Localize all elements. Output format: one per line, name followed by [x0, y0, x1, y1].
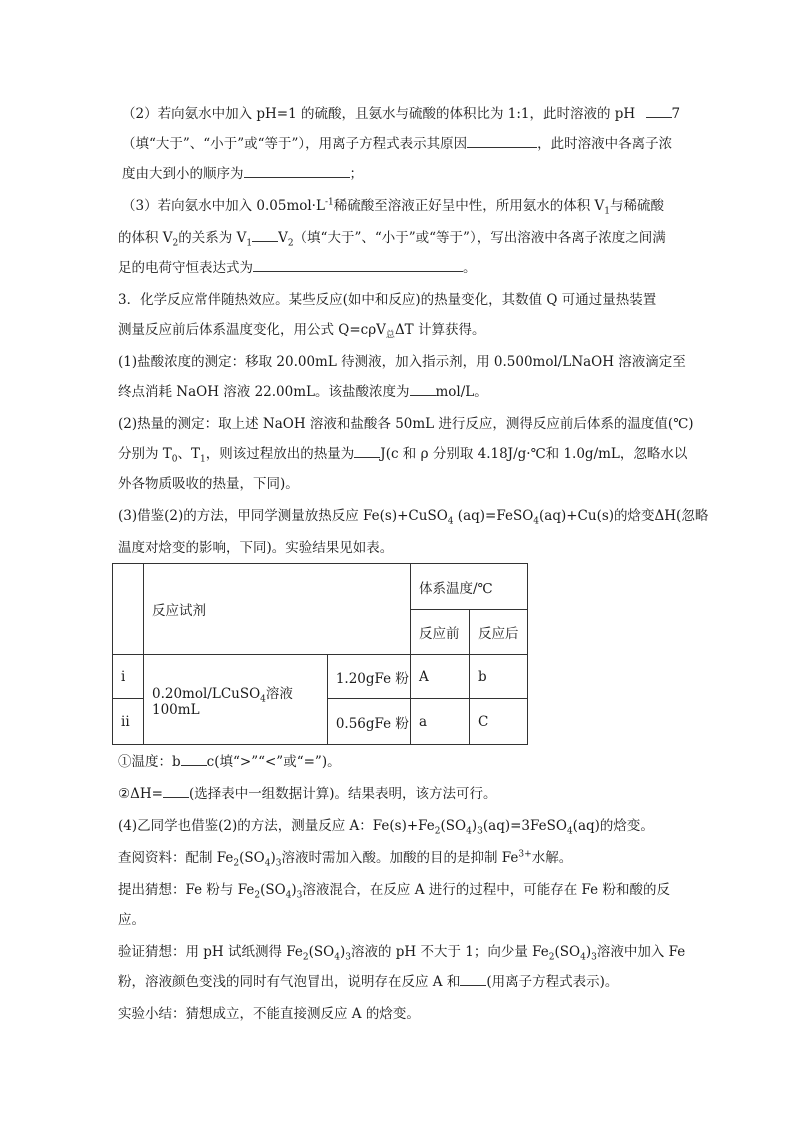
text: ): [585, 944, 592, 960]
text: 3: [345, 952, 351, 963]
text: 4: [260, 694, 266, 705]
text: 溶液中加入 Fe: [596, 944, 686, 960]
p3-sub2-line-1: [118, 414, 694, 434]
before-cell: A: [411, 655, 470, 699]
q2-line-3: [122, 164, 363, 184]
p3-sub1-line-1: [118, 352, 686, 372]
row-id: ii: [113, 699, 144, 745]
text: 4: [580, 952, 586, 963]
text: 4: [466, 826, 472, 837]
answer-blank[interactable]: [410, 383, 436, 396]
text: (SO: [308, 944, 335, 960]
p3-line-2: [118, 320, 485, 340]
text: 的关系为 V: [178, 230, 247, 246]
text: 1: [246, 238, 253, 249]
text: 2: [233, 858, 240, 869]
p4-verify-2: [118, 972, 618, 992]
p3-sub1-line-2: [118, 382, 488, 402]
answer-blank[interactable]: [354, 445, 380, 458]
answer-blank[interactable]: [646, 105, 672, 118]
text: (4)乙同学也借鉴(2)的方法，测量反应 A：Fe(s)+Fe: [118, 818, 435, 834]
text: 4: [285, 890, 292, 901]
text: 度由大到小的顺序为: [122, 166, 244, 182]
text: ): [270, 850, 276, 866]
text: 实验小结：猜想成立，不能直接测反应 A 的焓变。: [118, 1006, 420, 1022]
answer-blank[interactable]: [460, 973, 486, 986]
p4-c1: [118, 752, 341, 772]
text: 3: [477, 826, 483, 837]
text: 3．化学反应常伴随热效应。某些反应(如中和反应)的热量变化，其数值 Q 可通过量热装置: [118, 292, 657, 308]
text: ②ΔH=: [118, 786, 163, 802]
p4-verify-1: [118, 942, 685, 962]
p3-sub2-line-3: [118, 474, 299, 494]
text: 4: [334, 952, 340, 963]
text: 7: [671, 106, 681, 122]
text: 溶液 100mL: [152, 685, 293, 718]
text: ，则该过程放出的热量为: [205, 446, 355, 462]
text: （填“大于”、“小于”或“等于”），用离子方程式表示其原因: [122, 136, 468, 152]
q2-line-1: [122, 104, 680, 124]
text: 3: [275, 858, 282, 869]
text: 溶液混合，在反应 A 进行的过程中，可能存在 Fe 粉和酸的反: [302, 882, 670, 898]
text: 4: [533, 516, 540, 527]
text: V: [278, 230, 288, 246]
text: 4: [447, 516, 454, 527]
p3-sub2-line-2: [118, 444, 687, 464]
p4-s4: [118, 816, 654, 836]
header-reagent: 反应试剂: [144, 564, 411, 655]
text: (aq)=3FeSO: [482, 818, 567, 834]
text: J(c 和 ρ 分别取 4.18J/g·℃和 1.0g/mL，忽略水以: [380, 446, 688, 462]
text: ΔT 计算获得。: [394, 322, 486, 338]
text: 2: [287, 238, 294, 249]
text: 温度对焓变的影响，下同)。实验结果见如表。: [118, 540, 394, 556]
experiment-table: [112, 563, 528, 745]
text: ；: [349, 166, 363, 182]
p4-guess-1: [118, 880, 670, 900]
text: ，此时溶液中各离子浓: [537, 136, 673, 152]
text: （2）若向氨水中加入 pH=1 的硫酸，且氨水与硫酸的体积比为 1:1，此时溶液的 pH: [122, 106, 636, 122]
text: 应。: [118, 912, 145, 928]
text: -1: [324, 197, 334, 208]
text: 足的电荷守恒表达式为: [118, 260, 253, 276]
text: 2: [172, 238, 179, 249]
text: 1: [604, 206, 611, 217]
reagent-cell: [144, 655, 328, 745]
p3-sub3-line-2: [118, 538, 393, 558]
p4-summary: [118, 1004, 420, 1024]
p3-line-1: [118, 290, 656, 310]
p4-guess-2: [118, 910, 145, 930]
q3-line-2: [118, 228, 666, 248]
mass-cell: 0.56gFe 粉: [327, 699, 410, 745]
text: 水解。: [531, 850, 573, 866]
text: 溶液的 pH 不大于 1；向少量 Fe: [350, 944, 549, 960]
text: 。: [463, 260, 477, 276]
text: 3: [591, 952, 597, 963]
text: 的体积 V: [118, 230, 173, 246]
text: ): [471, 818, 478, 834]
q3-line-1: [122, 196, 664, 216]
after-cell: C: [470, 699, 528, 745]
answer-blank[interactable]: [181, 753, 207, 766]
text: (用离子方程式表示)。: [486, 974, 619, 990]
text: 4: [566, 826, 573, 837]
text: 3: [296, 890, 303, 901]
text: 4: [264, 858, 271, 869]
text: (aq)的焓变。: [572, 818, 654, 834]
q3-line-3: [118, 258, 477, 278]
p4-c2: [118, 784, 496, 804]
header-temp: 体系温度/℃: [411, 564, 528, 610]
text: (aq)=FeSO: [453, 508, 534, 524]
text: 粉，溶液颜色变浅的同时有气泡冒出，说明存在反应 A 和: [118, 974, 461, 990]
answer-blank[interactable]: [244, 165, 350, 178]
answer-blank[interactable]: [252, 229, 278, 242]
text: (2)热量的测定：取上述 NaOH 溶液和盐酸各 50mL 进行反应，测得反应前后体系的温度值(℃): [118, 416, 694, 432]
text: 与稀硫酸: [610, 198, 665, 214]
answer-blank[interactable]: [253, 259, 463, 272]
text: 外各物质吸收的热量，下同)。: [118, 476, 299, 492]
text: (1)盐酸浓度的测定：移取 20.00mL 待测液，加入指示剂，用 0.500mol/LNaOH 溶液滴定至: [118, 354, 686, 370]
text: 总: [385, 330, 395, 341]
text: 分别为 T: [118, 446, 172, 462]
text: ①温度：b: [118, 754, 181, 770]
p4-research: [118, 848, 572, 868]
text: 查阅资料：配制 Fe: [118, 850, 234, 866]
text: 2: [302, 952, 309, 963]
text: 2: [254, 890, 261, 901]
text: 溶液时需加入酸。加酸的目的是抑制 Fe: [281, 850, 519, 866]
text: 3+: [518, 849, 532, 860]
text: 测量反应前后体系温度变化，用公式 Q=cρV: [118, 322, 386, 338]
text: 2: [434, 826, 441, 837]
text: 0: [171, 454, 178, 465]
text: ): [291, 882, 297, 898]
text: 稀硫酸至溶液正好呈中性，所用氨水的体积 V: [333, 198, 605, 214]
row-id: i: [113, 655, 144, 699]
mass-cell: 1.20gFe 粉: [327, 655, 410, 699]
text: 验证猜想：用 pH 试纸测得 Fe: [118, 944, 303, 960]
table-corner-cell: [113, 564, 144, 655]
p3-sub3-line-1: [118, 506, 708, 526]
text: (SO: [260, 882, 286, 898]
text: (SO: [239, 850, 265, 866]
header-after: 反应后: [470, 610, 528, 655]
text: 2: [548, 952, 555, 963]
before-cell: a: [411, 699, 470, 745]
text: （填“大于”、“小于”或“等于”），写出溶液中各离子浓度之间满: [293, 230, 666, 246]
text: （3）若向氨水中加入 0.05mol·L: [122, 198, 325, 214]
text: 0.20mol/LCuSO: [152, 685, 261, 702]
text: 1: [200, 454, 206, 465]
text: (SO: [440, 818, 467, 834]
text: c(填“>”“<”或“=”)。: [206, 754, 341, 770]
text: (SO: [554, 944, 581, 960]
header-before: 反应前: [411, 610, 470, 655]
text: (3)借鉴(2)的方法，甲同学测量放热反应 Fe(s)+CuSO: [118, 508, 448, 524]
answer-blank[interactable]: [163, 785, 189, 798]
text: (aq)+Cu(s)的焓变ΔH(忽略: [539, 508, 709, 524]
text: mol/L。: [435, 384, 488, 400]
q2-line-2: [122, 134, 672, 154]
text: 、T: [177, 446, 201, 462]
text: ): [339, 944, 346, 960]
answer-blank[interactable]: [467, 135, 537, 148]
table-row: [113, 655, 528, 699]
text: 终点消耗 NaOH 溶液 22.00mL。该盐酸浓度为: [118, 384, 410, 400]
text: 提出猜想：Fe 粉与 Fe: [118, 882, 255, 898]
after-cell: b: [470, 655, 528, 699]
text: (选择表中一组数据计算)。结果表明，该方法可行。: [188, 786, 497, 802]
